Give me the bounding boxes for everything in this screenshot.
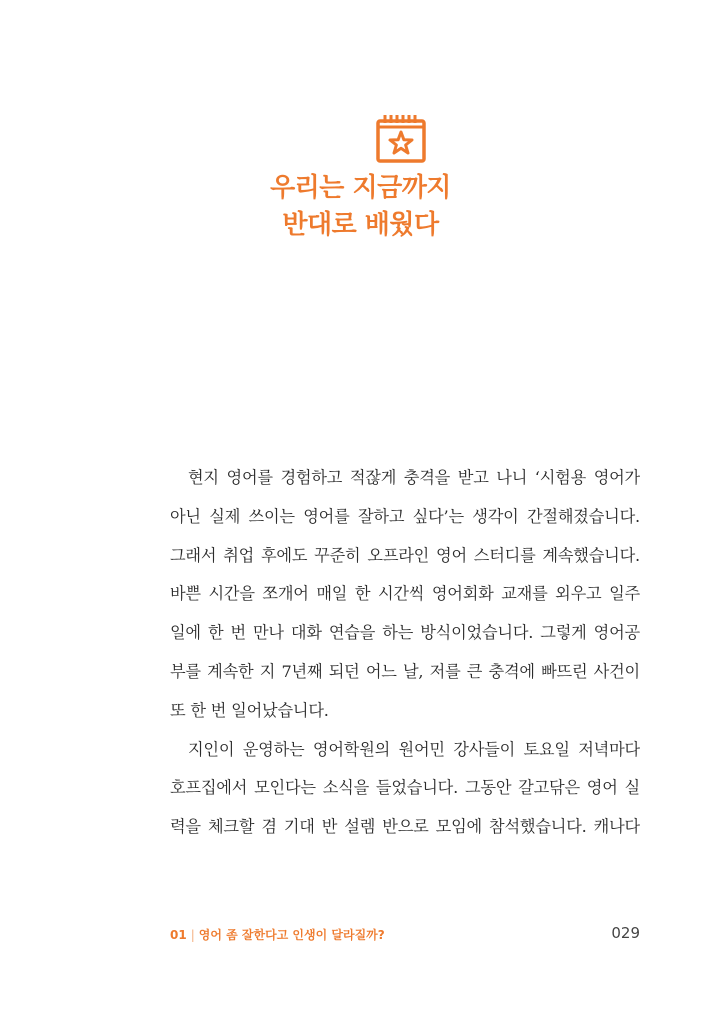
chapter-number: 01 — [170, 928, 187, 942]
footer-separator: | — [190, 928, 195, 942]
text-line: 지인이 운영하는 영어학원의 원어민 강사들이 토요일 저녁마다 — [188, 739, 640, 759]
text-line: 또 한 번 일어났습니다. — [170, 700, 329, 720]
paragraph-2 — [170, 731, 640, 847]
text-line: 현지 영어를 경험하고 적잖게 충격을 받고 나니 ‘시험용 영어가 — [188, 468, 640, 487]
calendar-star-icon — [373, 110, 429, 166]
text-line: 그래서 취업 후에도 꾸준히 오프라인 영어 스터디를 계속했습니다. — [170, 545, 640, 565]
running-header — [170, 926, 385, 943]
text-line: 력을 체크할 겸 기대 반 설렘 반으로 모임에 참석했습니다. 캐나다 — [170, 817, 640, 837]
page-number: 029 — [611, 924, 640, 942]
running-chapter-title: 영어 좀 잘한다고 인생이 달라질까? — [198, 928, 385, 942]
body-text — [170, 459, 640, 847]
chapter-title-line-1: 우리는 지금까지 — [270, 173, 451, 203]
chapter-title-line-2: 반대로 배웠다 — [282, 210, 439, 240]
text-line: 일에 한 번 만나 대화 연습을 하는 방식이었습니다. 그렇게 영어공 — [170, 623, 640, 643]
text-line: 호프집에서 모인다는 소식을 들었습니다. 그동안 갈고닦은 영어 실 — [170, 778, 640, 798]
text-line: 아닌 실제 쓰이는 영어를 잘하고 싶다’는 생각이 간절해졌습니다. — [170, 506, 640, 526]
paragraph-1 — [170, 459, 640, 731]
page-footer — [170, 924, 640, 948]
text-line: 바쁜 시간을 쪼개어 매일 한 시간씩 영어회화 교재를 외우고 일주 — [170, 584, 640, 604]
text-line: 부를 계속한 지 7년째 되던 어느 날, 저를 큰 충격에 빠뜨린 사건이 — [170, 661, 640, 681]
chapter-title — [0, 170, 721, 244]
